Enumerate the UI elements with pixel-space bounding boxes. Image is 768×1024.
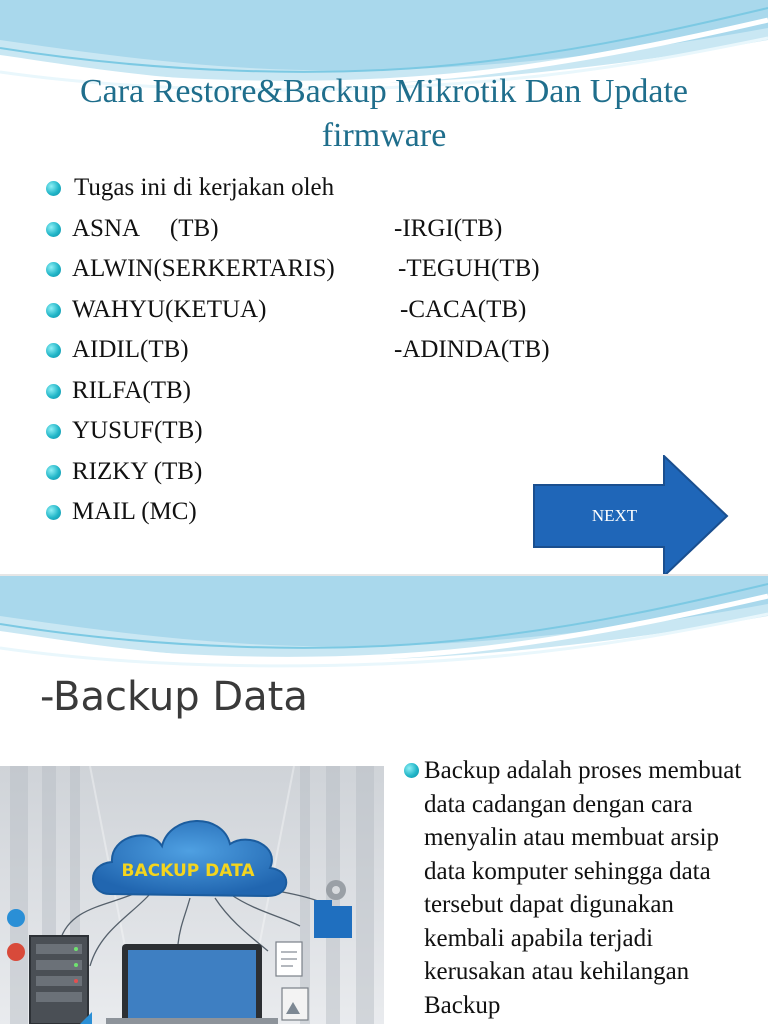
slide-2 bbox=[0, 576, 768, 1024]
list-item-right: -CACA(TB) bbox=[400, 295, 527, 323]
list-item-left: YUSUF(TB) bbox=[72, 417, 203, 444]
title-line-2: firmware bbox=[321, 117, 447, 154]
list-item-left: ASNA (TB) bbox=[72, 214, 219, 242]
header-wave bbox=[0, 576, 768, 668]
bullet-dot-icon bbox=[404, 763, 419, 778]
bullet-dot-icon bbox=[46, 465, 61, 480]
bullet-dot-icon bbox=[46, 222, 61, 237]
bullet-dot-icon bbox=[46, 303, 61, 318]
backup-data-illustration bbox=[0, 766, 384, 1024]
bullet-dot-icon bbox=[46, 262, 61, 277]
bullet-dot-icon bbox=[46, 343, 61, 358]
list-item-left: Tugas ini di kerjakan oleh bbox=[74, 174, 335, 201]
server-icon bbox=[30, 936, 88, 1024]
bullet-dot-icon bbox=[46, 181, 61, 196]
list-item-right: -IRGI(TB) bbox=[394, 214, 503, 242]
list-item-left: WAHYU(KETUA) bbox=[72, 295, 267, 323]
gear-icon bbox=[326, 880, 346, 900]
title-line-1: Cara Restore&Backup Mikrotik Dan Update bbox=[79, 73, 689, 110]
slide-title bbox=[0, 70, 768, 158]
bullet-dot-icon bbox=[46, 505, 61, 520]
list-item-right: -ADINDA(TB) bbox=[394, 336, 550, 363]
laptop-icon bbox=[106, 944, 278, 1024]
next-button[interactable] bbox=[533, 455, 729, 574]
bullet-dot-icon bbox=[46, 384, 61, 399]
document-icon bbox=[276, 942, 302, 976]
list-item-left: RIZKY (TB) bbox=[72, 457, 203, 485]
section-heading: -Backup Data bbox=[40, 674, 308, 720]
bullet-dot-icon bbox=[46, 424, 61, 439]
list-item-left: AIDIL(TB) bbox=[72, 336, 189, 363]
list-item-left: MAIL (MC) bbox=[72, 498, 197, 525]
definition-text: Backup adalah proses membuat data cadangan dengan cara menyalin atau membuat arsip data komputer sehingga data tersebut dapat digunakan kembali apabila terjadi kerusakan atau kehilangan Backup bbox=[424, 757, 742, 1019]
cloud-label: BACKUP DATA bbox=[121, 861, 255, 881]
next-label: NEXT bbox=[591, 506, 638, 525]
list-item-right: -TEGUH(TB) bbox=[398, 255, 540, 282]
list-item-left: ALWIN(SERKERTARIS) bbox=[72, 255, 335, 282]
list-item-left: RILFA(TB) bbox=[72, 376, 191, 404]
